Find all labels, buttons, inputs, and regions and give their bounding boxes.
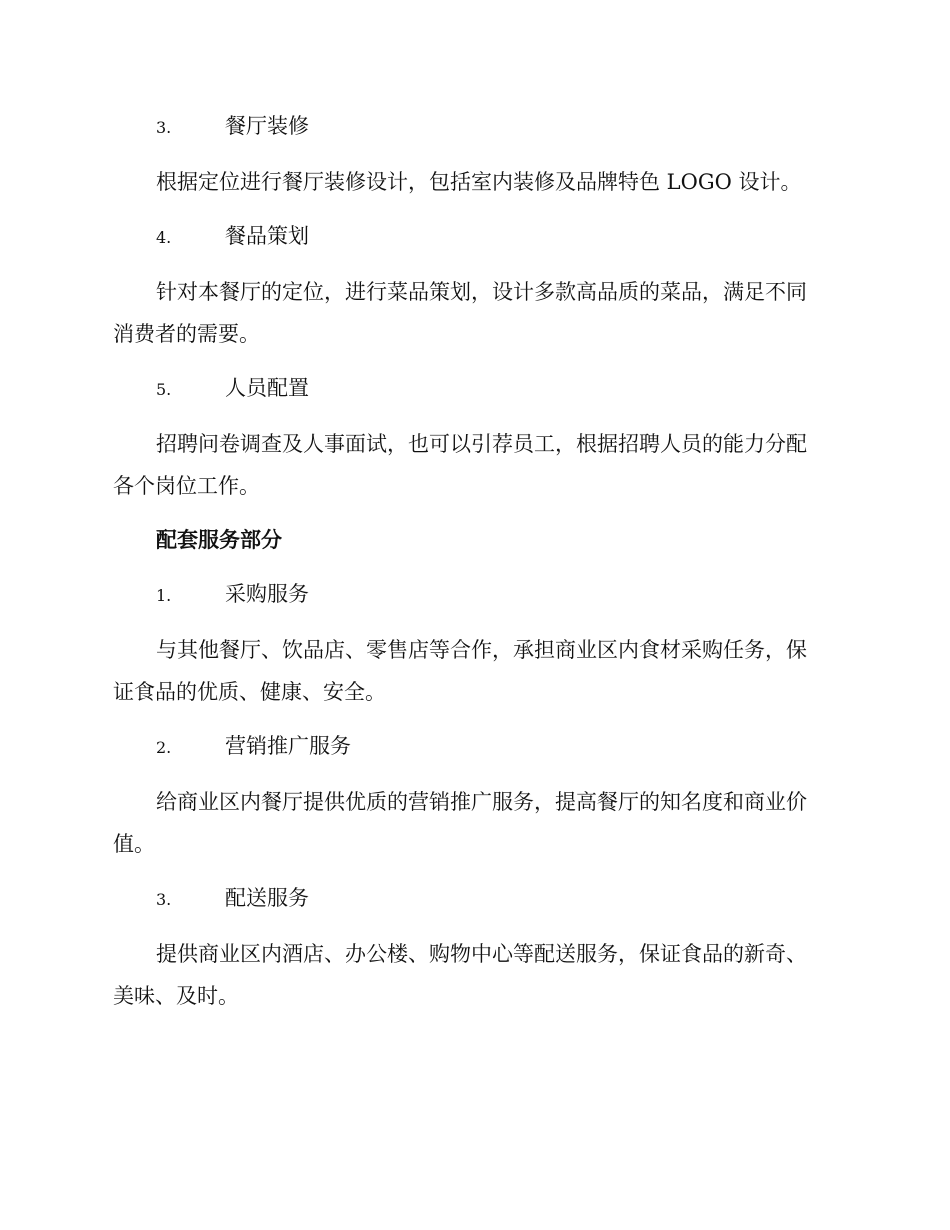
item-title: 餐厅装修	[225, 114, 309, 138]
item-title: 餐品策划	[225, 224, 309, 248]
item-number: 3.	[156, 890, 172, 909]
paragraph-line: 值。	[113, 832, 155, 856]
item-number: 3.	[156, 118, 172, 137]
item-title: 人员配置	[225, 376, 309, 400]
paragraph-line: 美味、及时。	[113, 984, 239, 1008]
section-heading: 配套服务部分	[156, 527, 282, 552]
paragraph-line: 提供商业区内酒店、办公楼、购物中心等配送服务，保证食品的新奇、	[156, 942, 807, 966]
item-number: 5.	[156, 380, 172, 399]
item-title: 采购服务	[225, 582, 309, 606]
item-number: 4.	[156, 228, 172, 247]
item-title: 营销推广服务	[225, 734, 351, 758]
paragraph-line: 根据定位进行餐厅装修设计，包括室内装修及品牌特色 LOGO 设计。	[156, 170, 802, 194]
paragraph-line: 给商业区内餐厅提供优质的营销推广服务，提高餐厅的知名度和商业价	[156, 790, 807, 814]
paragraph-line: 针对本餐厅的定位，进行菜品策划，设计多款高品质的菜品，满足不同	[156, 280, 807, 304]
paragraph-line: 招聘问卷调查及人事面试，也可以引荐员工，根据招聘人员的能力分配	[156, 432, 807, 456]
item-title: 配送服务	[225, 886, 309, 910]
paragraph-line: 消费者的需要。	[113, 322, 260, 346]
paragraph-line: 与其他餐厅、饮品店、零售店等合作，承担商业区内食材采购任务，保	[156, 638, 807, 662]
item-number: 1.	[156, 586, 172, 605]
paragraph-line: 证食品的优质、健康、安全。	[113, 680, 386, 704]
item-number: 2.	[156, 738, 172, 757]
paragraph-line: 各个岗位工作。	[113, 474, 260, 498]
